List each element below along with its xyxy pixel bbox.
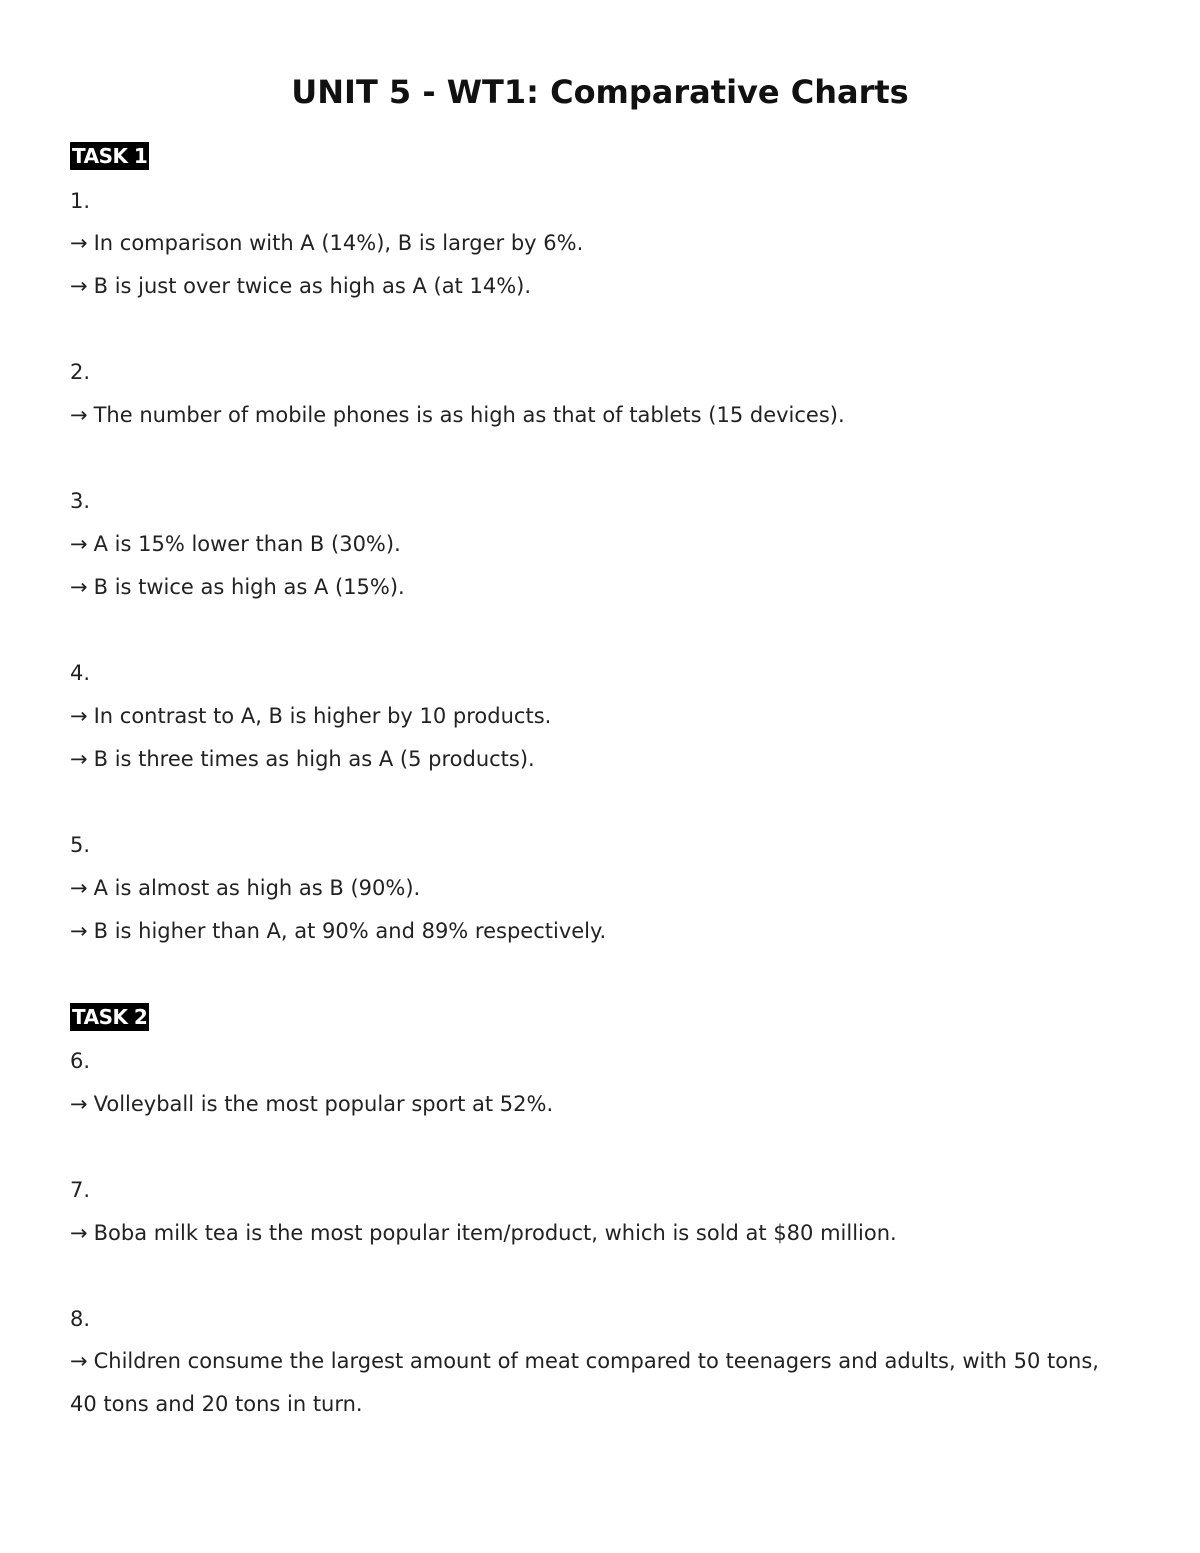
answer-8a [70,1340,1130,1426]
arrow-icon: → [70,704,88,728]
arrow-icon: → [70,231,88,255]
arrow-icon: → [70,1349,88,1373]
answer-6a [70,1089,553,1119]
item-number-5: 5. [70,833,91,857]
answer-text: B is three times as high as A (5 products). [93,747,535,771]
task-2-label: TASK 2 [72,1005,148,1029]
answer-text: A is almost as high as B (90%). [93,876,421,900]
item-number-1: 1. [70,189,91,213]
arrow-icon: → [70,274,88,298]
answer-1b [70,271,531,301]
answer-4a [70,701,551,731]
arrow-icon: → [70,1092,88,1116]
answer-3b [70,572,405,602]
arrow-icon: → [70,403,88,427]
answer-text: Children consume the largest amount of meat compared to teenagers and adults, with 50 tons, 40 tons and 20 tons in turn. [70,1349,1099,1416]
arrow-icon: → [70,532,88,556]
item-number-7: 7. [70,1178,91,1202]
answer-7a [70,1218,897,1248]
answer-text: In contrast to A, B is higher by 10 products. [93,704,552,728]
item-number-4: 4. [70,661,91,685]
item-number-3: 3. [70,489,91,513]
answer-text: The number of mobile phones is as high as that of tablets (15 devices). [93,403,845,427]
answer-text: In comparison with A (14%), B is larger by 6%. [93,231,584,255]
answer-5a [70,873,420,903]
page-title: UNIT 5 - WT1: Comparative Charts [291,73,909,111]
answer-3a [70,529,401,559]
answer-text: B is just over twice as high as A (at 14%). [93,274,532,298]
item-number-8: 8. [70,1307,91,1331]
answer-text: A is 15% lower than B (30%). [93,532,401,556]
answer-text: B is twice as high as A (15%). [93,575,405,599]
answer-text: Boba milk tea is the most popular item/product, which is sold at $80 million. [93,1221,897,1245]
arrow-icon: → [70,1221,88,1245]
answer-2a [70,400,845,430]
arrow-icon: → [70,919,88,943]
item-number-2: 2. [70,360,91,384]
answer-text: B is higher than A, at 90% and 89% respectively. [93,919,607,943]
task-1-label: TASK 1 [72,144,148,168]
answer-1a [70,228,583,258]
arrow-icon: → [70,575,88,599]
answer-5b [70,916,606,946]
arrow-icon: → [70,876,88,900]
item-number-6: 6. [70,1049,91,1073]
arrow-icon: → [70,747,88,771]
answer-text: Volleyball is the most popular sport at 52%. [93,1092,554,1116]
answer-4b [70,744,535,774]
